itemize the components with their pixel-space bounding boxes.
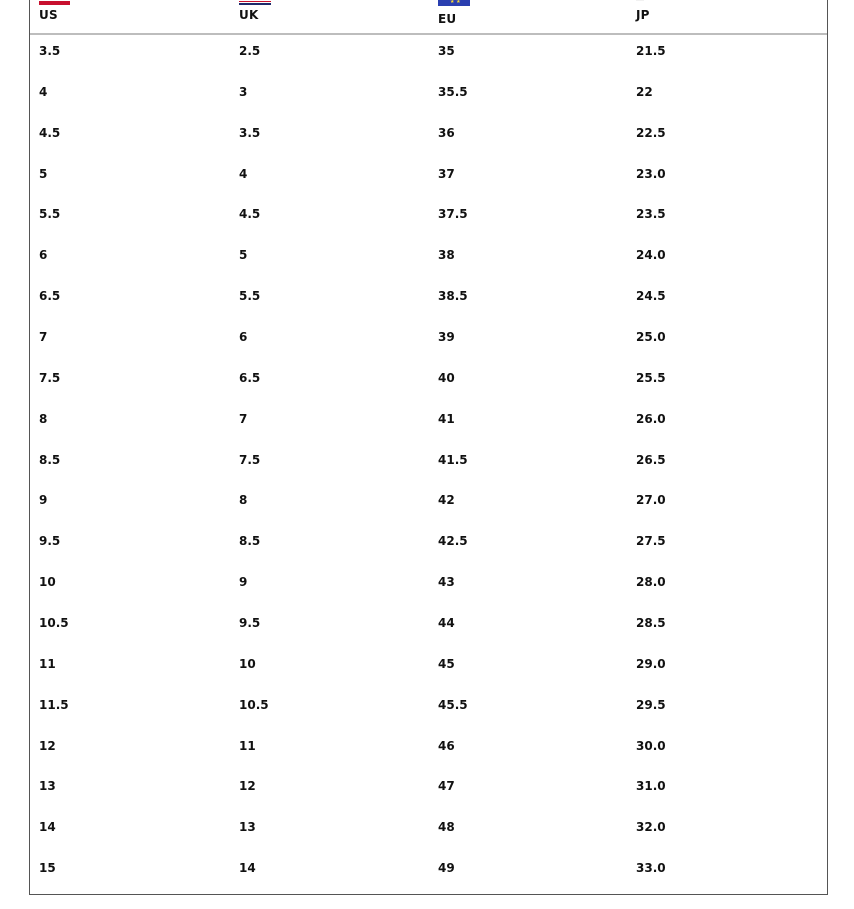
table-cell-eu: 37.5 — [438, 207, 468, 222]
table-cell-us: 11 — [39, 656, 56, 671]
table-cell-uk: 7.5 — [239, 452, 261, 467]
column-header-label: UK — [239, 8, 259, 22]
table-row — [30, 575, 827, 616]
table-cell-eu: 35 — [438, 44, 455, 58]
table-cell-uk: 5.5 — [239, 289, 261, 304]
table-cell-eu: 49 — [438, 861, 455, 875]
table-cell-us: 12 — [39, 738, 56, 753]
eu-flag-icon: ★ ★ — [438, 0, 470, 6]
table-cell-eu: 46 — [438, 738, 455, 753]
table-row — [30, 657, 827, 698]
column-header-eu — [438, 0, 628, 35]
table-row — [30, 616, 827, 657]
table-cell-eu: 38 — [438, 248, 455, 263]
table-cell-us: 8.5 — [39, 452, 61, 467]
table-row — [30, 534, 827, 575]
table-cell-eu: 42.5 — [438, 534, 468, 549]
table-cell-eu: 41.5 — [438, 452, 468, 467]
table-cell-uk: 8.5 — [239, 534, 261, 549]
table-cell-us: 3.5 — [39, 44, 61, 58]
table-cell-jp: 24.0 — [636, 248, 666, 263]
table-cell-eu: 44 — [438, 615, 455, 630]
table-cell-jp: 33.0 — [636, 861, 666, 875]
table-row — [30, 207, 827, 248]
table-cell-us: 9.5 — [39, 534, 61, 549]
table-cell-us: 9 — [39, 493, 48, 508]
table-cell-eu: 40 — [438, 370, 455, 385]
table-cell-us: 6.5 — [39, 289, 61, 304]
table-row — [30, 861, 827, 902]
table-cell-eu: 45 — [438, 656, 455, 671]
table-cell-uk: 11 — [239, 738, 256, 753]
table-cell-uk: 5 — [239, 248, 248, 263]
table-cell-jp: 22.5 — [636, 125, 666, 140]
table-cell-us: 14 — [39, 820, 56, 835]
us-flag-icon — [39, 0, 70, 5]
table-cell-eu: 39 — [438, 329, 455, 344]
table-cell-uk: 4.5 — [239, 207, 261, 222]
table-cell-eu: 38.5 — [438, 289, 468, 304]
table-cell-jp: 30.0 — [636, 738, 666, 753]
table-cell-jp: 24.5 — [636, 289, 666, 304]
table-cell-uk: 2.5 — [239, 44, 261, 58]
table-header — [30, 0, 827, 35]
column-header-label: EU — [438, 12, 457, 26]
table-row — [30, 493, 827, 534]
table-cell-jp: 25.5 — [636, 370, 666, 385]
table-cell-uk: 3 — [239, 84, 248, 99]
uk-flag-icon — [239, 0, 271, 5]
table-cell-eu: 37 — [438, 166, 455, 181]
table-cell-jp: 27.5 — [636, 534, 666, 549]
table-cell-uk: 12 — [239, 779, 256, 794]
table-cell-us: 4.5 — [39, 125, 61, 140]
table-cell-us: 15 — [39, 861, 56, 875]
table-cell-jp: 25.0 — [636, 329, 666, 344]
table-cell-us: 5.5 — [39, 207, 61, 222]
column-header-label: US — [39, 8, 58, 22]
table-cell-jp: 21.5 — [636, 44, 666, 58]
table-cell-jp: 26.0 — [636, 411, 666, 426]
table-cell-uk: 9 — [239, 575, 248, 590]
table-cell-uk: 10.5 — [239, 697, 269, 712]
table-cell-us: 10.5 — [39, 615, 69, 630]
table-cell-us: 6 — [39, 248, 48, 263]
table-row — [30, 167, 827, 208]
table-cell-eu: 48 — [438, 820, 455, 835]
table-cell-uk: 13 — [239, 820, 256, 835]
table-cell-uk: 10 — [239, 656, 256, 671]
jp-flag-icon — [636, 0, 644, 1]
column-header-uk — [239, 0, 429, 35]
table-cell-uk: 14 — [239, 861, 256, 875]
table-cell-jp: 26.5 — [636, 452, 666, 467]
table-cell-jp: 29.0 — [636, 656, 666, 671]
table-row — [30, 739, 827, 780]
column-header-jp — [636, 0, 826, 35]
table-row — [30, 85, 827, 126]
column-header-us — [39, 0, 229, 35]
table-row — [30, 698, 827, 739]
table-cell-eu: 45.5 — [438, 697, 468, 712]
table-cell-us: 5 — [39, 166, 48, 181]
table-cell-uk: 6.5 — [239, 370, 261, 385]
size-conversion-table — [29, 0, 828, 895]
table-cell-us: 7 — [39, 329, 48, 344]
table-cell-jp: 27.0 — [636, 493, 666, 508]
table-cell-jp: 28.5 — [636, 615, 666, 630]
table-cell-uk: 6 — [239, 329, 248, 344]
table-row — [30, 248, 827, 289]
column-header-label: JP — [636, 8, 650, 22]
table-cell-jp: 23.0 — [636, 166, 666, 181]
table-cell-eu: 35.5 — [438, 84, 468, 99]
table-row — [30, 371, 827, 412]
table-cell-jp: 32.0 — [636, 820, 666, 835]
table-cell-uk: 7 — [239, 411, 248, 426]
table-cell-jp: 28.0 — [636, 575, 666, 590]
table-row — [30, 289, 827, 330]
table-cell-eu: 41 — [438, 411, 455, 426]
table-cell-us: 4 — [39, 84, 48, 99]
table-cell-uk: 9.5 — [239, 615, 261, 630]
table-row — [30, 330, 827, 371]
table-cell-jp: 22 — [636, 84, 653, 99]
table-cell-eu: 47 — [438, 779, 455, 794]
table-cell-eu: 43 — [438, 575, 455, 590]
table-row — [30, 820, 827, 861]
table-cell-uk: 8 — [239, 493, 248, 508]
table-cell-uk: 4 — [239, 166, 248, 181]
table-cell-jp: 29.5 — [636, 697, 666, 712]
table-cell-us: 7.5 — [39, 370, 61, 385]
table-row — [30, 126, 827, 167]
table-row — [30, 44, 827, 85]
table-cell-uk: 3.5 — [239, 125, 261, 140]
table-cell-jp: 23.5 — [636, 207, 666, 222]
table-cell-us: 13 — [39, 779, 56, 794]
table-cell-eu: 36 — [438, 125, 455, 140]
table-cell-us: 11.5 — [39, 697, 69, 712]
table-cell-us: 8 — [39, 411, 48, 426]
table-cell-eu: 42 — [438, 493, 455, 508]
table-cell-us: 10 — [39, 575, 56, 590]
table-row — [30, 779, 827, 820]
table-row — [30, 412, 827, 453]
table-cell-jp: 31.0 — [636, 779, 666, 794]
table-row — [30, 453, 827, 494]
